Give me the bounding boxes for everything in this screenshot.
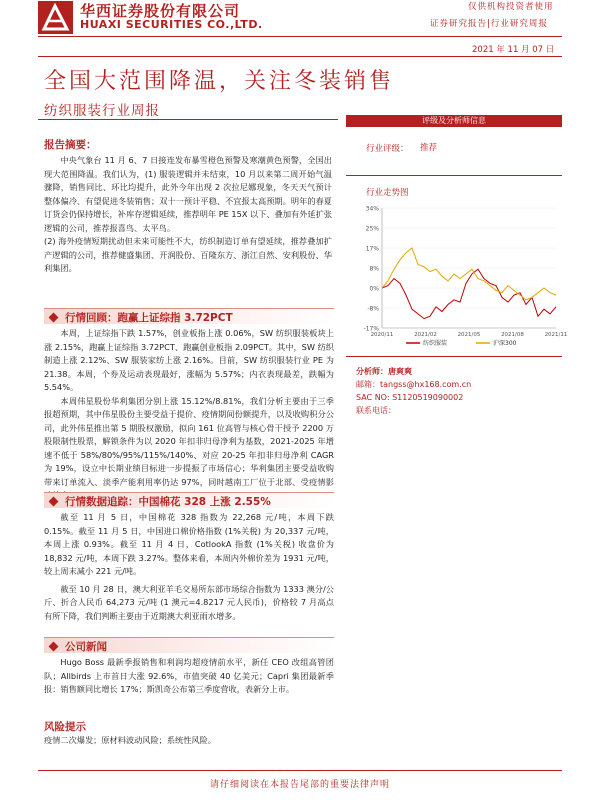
market-paragraph: 本周，上证综指下跌 1.57%，创业板指上涨 0.06%，SW 纺织服装板块上涨 2.15%，跑赢上证综指 3.72PCT、跑赢创业板指 2.09PCT。其中，SW 纺织制造上涨 2.12%、SW 服装家纺上涨 2.16%。目前，SW 纺织服装行业 PE 为 21.38。本周，个券及运动表现最好，涨幅为 5.57%；内衣表现最差，跌幅为 5.54%。 [44, 328, 334, 392]
data-track-title-bar [44, 492, 334, 508]
trend-chart [346, 202, 568, 352]
market-title [50, 310, 233, 325]
series-line-1 [382, 248, 556, 300]
data-track-title-text: 行情数据追踪：中国棉花 328 上涨 2.55% [65, 496, 271, 508]
footer-disclaimer: 请仔细阅读在本报告尾部的重要法律声明 [209, 780, 390, 790]
rating-header: 评级及分析师信息 [346, 115, 562, 127]
footer-divider [38, 770, 562, 771]
analyst-block [346, 365, 562, 417]
rating-block [346, 127, 562, 167]
legend-label: 沪深300 [493, 340, 517, 347]
news-paragraph: Hugo Boss 最新季报销售和利润均超疫情前水平，新任 CEO 改组高管团队；Allbirds 上市首日大涨 92.6%，市值突破 40 亿美元；Capri 集团最新季报：销售额同比增长 17%；斯凯奇公布第三季度营收，表新分上市。 [44, 657, 334, 694]
company-name-en: HUAXI SECURITIES CO.,LTD. [80, 18, 263, 31]
y-tick-label: 25% [365, 225, 379, 233]
risk-section [44, 719, 334, 748]
company-name-cn: 华西证券股份有限公司 [80, 2, 241, 20]
market-title-text: 行情回顾：跑赢上证综指 3.72PCT [65, 312, 233, 324]
analyst-sac: SAC NO: S1120519090002 [356, 393, 464, 402]
report-subtitle: 纺织服装行业周报 [44, 103, 160, 119]
x-tick-label: 2021/11 [544, 332, 568, 338]
market-section [44, 308, 334, 503]
y-tick-label: 34% [365, 205, 379, 213]
company-logo [38, 1, 73, 34]
y-tick-label: -8% [367, 305, 379, 313]
report-date: 2021 年 11 月 07 日 [472, 45, 555, 55]
data-track-paragraph: 截至 11 月 5 日，中国棉花 328 指数为 22,268 元/吨，本周下跌 0.15%。截至 11 月 5 日，中国进口棉价格指数 (1%关税) 为 20,337 元/吨，本周上涨 0.93%。截至 11 月 4 日，CotlookA 指数 (1%关税) 收盘价为 18,832 元/吨，本周下跌 3.27%。整体来看，本周内外棉价差为 1931 元/吨，较上周末减小 221 元/吨。 [44, 512, 334, 576]
data-track-paragraph: 截至 10 月 28 日，澳大利亚羊毛交易所东部市场综合指数为 1333 澳分/公斤、折合人民币 64,273 元/吨 (1 澳元=4.8217 元人民币)，价格较 7 月高点有所下降，我们判断主要由于近期澳大利亚雨水增多。 [44, 583, 334, 621]
y-tick-label: -17% [363, 325, 379, 333]
sidebar [346, 115, 568, 417]
bullet-icon [49, 497, 59, 507]
x-tick-label: 2021/08 [501, 332, 524, 338]
report-type-tags: 证券研究报告|行业研究周报 [430, 19, 548, 29]
y-tick-label: 8% [369, 265, 379, 273]
x-tick-label: 2020/11 [370, 332, 394, 338]
header-divider [38, 36, 562, 37]
sidebar-divider [346, 175, 562, 176]
bullet-icon [49, 642, 59, 652]
summary-paragraph: 中央气象台 11 月 6、7 日接连发布暴雪橙色预警及寒潮黄色预警，全国出现大范围降温。我们认为，(1) 服装逻辑并未结束，10 月以来第二周开始气温骤降，销售同比、环比均提升，此外今年出现 2 次拉尼娜现象，冬天天气预计整体偏冷、有望促进冬装销售；双十一预计平稳、不宜报太高预期。明年的春夏订货会仍保持增长，补库存逻辑延续，推荐明年 PE 15X 以下、叠加有外延扩张逻辑的公司，推荐报喜鸟、太平鸟。 [44, 155, 332, 233]
summary-heading: 报告摘要： [44, 139, 97, 151]
analyst-name: 分析师：唐爽爽 [356, 367, 412, 376]
news-title-text: 公司新闻 [65, 641, 107, 653]
summary-section [44, 137, 332, 276]
y-tick-label: 17% [365, 245, 379, 253]
y-tick-label: 0% [369, 285, 379, 293]
usage-note: 仅供机构投资者使用 [468, 2, 554, 12]
data-track-title [50, 494, 271, 509]
news-title-bar [44, 637, 334, 653]
x-tick-label: 2021/05 [457, 332, 481, 338]
risk-text: 疫情二次爆发；原材料波动风险；系统性风险。 [44, 735, 216, 745]
summary-paragraph: (2) 海外疫情短期扰动但未来可能性不大，纺织制造订单有望延续，推荐叠加扩产逻辑的公司，推荐健盛集团、开润股份、百隆东方、浙江自然、安利股份、华利集团。 [44, 236, 332, 273]
series-line-0 [382, 269, 556, 318]
subtitle-divider [38, 119, 338, 120]
company-news-section [44, 637, 334, 697]
legend-label: 纺织服装 [423, 340, 448, 347]
rating-label: 行业评级： [366, 144, 409, 154]
bullet-icon [49, 313, 59, 323]
data-track-section [44, 492, 334, 623]
news-title [50, 639, 107, 654]
analyst-email[interactable]: 邮箱：tangss@hx168.com.cn [356, 380, 472, 389]
market-paragraph: 本周伟星股份华利集团分别上涨 15.12%/8.81%，我们分析主要由于三季报超预期，其中伟星股份主要受益于提价、疫情期间份额提升，以及收购积分公司，此外伟星推出第 5 期股权激励，拟向 161 位高管与核心骨干授予 2200 万股限制性股票，解锁条件为以 2020 年扣非归母净利为基数，2021-2025 年增速不低于 58%/80%/95%/115%/140%、对应 20-25 年扣非归母净利 CAGR 为 19%，设立中长期业绩目标进一步提振了市场信心；华利集团主要受益收购带来订单流入、淡季产能利用率仍达 97%，同时越南工厂位于北部、受疫情影 [44, 395, 334, 487]
risk-title: 风险提示 [44, 721, 86, 733]
x-tick-label: 2021/02 [414, 332, 437, 338]
chart-title: 行业走势图 [366, 188, 409, 198]
header-divider-2 [38, 56, 562, 57]
rating-value: 推荐 [420, 143, 438, 153]
sidebar-divider [346, 356, 562, 357]
market-title-bar [44, 308, 334, 324]
report-title: 全国大范围降温，关注冬装销售 [44, 69, 395, 94]
analyst-contact: 联系电话： [356, 406, 396, 415]
